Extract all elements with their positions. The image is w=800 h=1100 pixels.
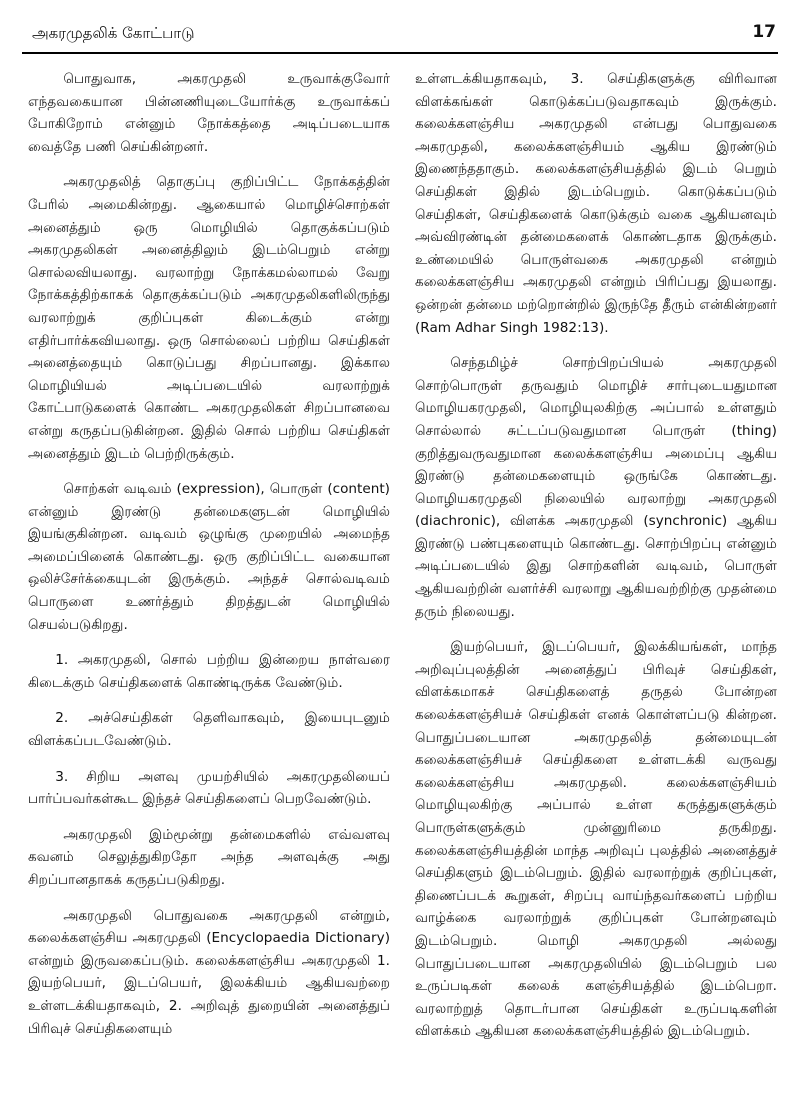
paragraph: இயற்பெயர், இடப்பெயர், இலக்கியங்கள், மாந்த அறிவுப்புலத்தின் அனைத்துப் பிரிவுச் செய்திகள், விளக்கமாகச் செய்திகளைத் தருதல் போன்றன கலைக்களஞ்சியச் செய்திகள் எனக் கொள்ளப்படு கின்றன. பொதுப்படையான அகரமுதலித் தன்மையுடன் கலைக்களஞ்சியச் செய்திகளை உள்ளடக்கி வருவது கலைக்களஞ்சிய அகரமுதலி. கலைக்களஞ்சியம் மொழியுலகிற்கு அப்பால் உள்ள கருத்துகளுக்கும் பொருள்களுக்கும் முன்னுரிமை தருகிறது. கலைக்களஞ்சியத்தின் மாந்த அறிவுப் புலத்தில் அனைத்துச் செய்திகளும் இடம்பெறும். இதில் வரலாற்றுக் குறிப்புகள், திணைப்படக் கூறுகள், சிறப்பு வாய்ந்தவர்களைப் பற்றிய வாழ்க்கை வரலாற்றுக் குறிப்புகள் போன்றனவும் இடம்பெறும். மொழி அகரமுதலி அல்லது பொதுப்படையான அகரமுதலியில் இடம்பெறும் பல உருப்படிகள் கலைக் களஞ்சியத்தில் இடம்பெறா. வரலாற்றுத் தொடர்பான செய்திகள் உருப்படிகளின் விளக்கம் ஆகியன கலைக்களஞ்சியத்தில் இடம்பெறும்.	[415, 639, 777, 1040]
list-item: 2. அச்செய்திகள் தெளிவாகவும், இயைபுடனும் விளக்கப்படவேண்டும்.	[28, 710, 390, 750]
paragraph: உள்ளடக்கியதாகவும், 3. செய்திகளுக்கு விரிவான விளக்கங்கள் கொடுக்கப்படுவதாகவும் இருக்கும். கலைக்களஞ்சிய அகரமுதலி என்பது பொதுவகை அகரமுதலி, கலைக்களஞ்சியம் ஆகிய இரண்டும் இணைந்ததாகும். கலைக்களஞ்சியத்தில் இடம் பெறும் செய்திகள் இதில் இடம்பெறும். கொடுக்கப்படும் செய்திகள், செய்திகளைக் கொடுக்கும் வகை ஆகியனவும் அவ்விரண்டின் தன்மைகளைக் கொண்டதாக இருக்கும். உண்மையில் பொருள்வகை அகரமுதலி என்றும் கலைக்களஞ்சிய அகரமுதலி என்றும் பிரிப்பது இயலாது. ஒன்றன் தன்மை மற்றொன்றில் இருந்தே தீரும் என்கின்றனர் (Ram Adhar Singh 1982:13).	[415, 71, 777, 336]
list-item: 3. சிறிய அளவு முயற்சியில் அகரமுதலியைப் பார்ப்பவர்கள்கூட இந்தச் செய்திகளைப் பெறவேண்டும்.	[28, 768, 390, 808]
left-column	[28, 68, 390, 1053]
header-rule	[22, 52, 778, 54]
paragraph: அகரமுதலி இம்மூன்று தன்மைகளில் எவ்வளவு கவனம் செலுத்துகிறதோ அந்த அளவுக்கு அது சிறப்பானதாகக் கருதப்படுகிறது.	[28, 826, 390, 888]
paragraph: அகரமுதலி பொதுவகை அகரமுதலி என்றும், கலைக்களஞ்சிய அகரமுதலி (Encyclopaedia Dictionary) என்றும் இருவகைப்படும். கலைக்களஞ்சிய அகரமுதலி 1. இயற்பெயர், இடப்பெயர், இலக்கியம் ஆகியவற்றை உள்ளடக்கியதாகவும், 2. அறிவுத் துறையின் அனைத்துப் பிரிவுச் செய்திகளையும்	[28, 907, 390, 1037]
paragraph: சொற்கள் வடிவம் (expression), பொருள் (content) என்னும் இரண்டு தன்மைகளுடன் மொழியில் இயங்குகின்றன. வடிவம் ஒழுங்கு முறையில் அமைந்த அமைப்பினைக் கொண்டது. ஒரு குறிப்பிட்ட வகையான ஒலிச்சேர்க்கையுடன் இருக்கும். அந்தச் சொல்வடிவம் பொருளை உணர்த்தும் திறத்துடன் மொழியில் செயல்படுகிறது.	[28, 481, 390, 633]
page-number: 17	[752, 22, 776, 42]
list-item: 1. அகரமுதலி, சொல் பற்றிய இன்றைய நாள்வரை கிடைக்கும் செய்திகளைக் கொண்டிருக்க வேண்டும்.	[28, 652, 390, 691]
right-column	[415, 68, 777, 1056]
paragraph: செந்தமிழ்ச் சொற்பிறப்பியல் அகரமுதலி சொற்பொருள் தருவதும் மொழிச் சார்புடையதுமான மொழியகரமுதலி, மொழியுலகிற்கு அப்பால் உள்ளதும் சொல்லால் சுட்டப்படுவதுமான பொருள் (thing) குறித்துவருவதுமான கலைக்களஞ்சிய அமைப்பு ஆகிய இரண்டு தன்மைகளையும் ஒருங்கே கொண்டது. மொழியகரமுதலி நிலையில் வரலாற்று அகரமுதலி (diachronic), விளக்க அகரமுதலி (synchronic) ஆகிய இரண்டு பண்புகளையும் கொண்டது. சொற்பிறப்பு என்னும் அடிப்படையில் இது சொற்களின் வடிவம், பொருள் ஆகியவற்றின் வளர்ச்சி வரலாறு ஆகியவற்றிற்கு முதன்மை தரும் நிலையது.	[415, 355, 777, 620]
paragraph: அகரமுதலித் தொகுப்பு குறிப்பிட்ட நோக்கத்தின் பேரில் அமைகின்றது. ஆகையால் மொழிச்சொற்கள் அனைத்தும் ஒரு மொழியில் தொகுக்கப்படும் அகரமுதலிகள் அனைத்திலும் இடம்பெறும் என்று சொல்லவியலாது. வரலாற்று நோக்கமல்லாமல் வேறு நோக்கத்திற்காகக் தொகுக்கப்படும் அகரமுதலிகளிலிருந்து வரலாற்றுக் குறிப்புகள் கிடைக்கும் என்று எதிர்பார்க்கவியலாது. ஒரு சொல்லைப் பற்றிய செய்திகள் அனைத்தையும் கொடுப்பது சிறப்பானது. இக்கால மொழியியல் அடிப்படையில் வரலாற்றுக் கோட்பாடுகளைக் கொண்ட அகரமுதலிகள் சிறப்பானவை என்று கருதப்படுகின்றன. இதில் சொல் பற்றிய செய்திகள் அனைத்தும் இடம் பெற்றிருக்கும்.	[28, 174, 390, 462]
paragraph: பொதுவாக, அகரமுதலி உருவாக்குவோர் எந்தவகையான பின்னணியுடையோர்க்கு உருவாக்கப் போகிறோம் என்னும் நோக்கத்தை அடிப்படையாக வைத்தே பணி செய்கின்றனர்.	[28, 71, 390, 155]
running-title: அகரமுதலிக் கோட்பாடு	[32, 24, 195, 42]
page-header	[22, 12, 778, 48]
